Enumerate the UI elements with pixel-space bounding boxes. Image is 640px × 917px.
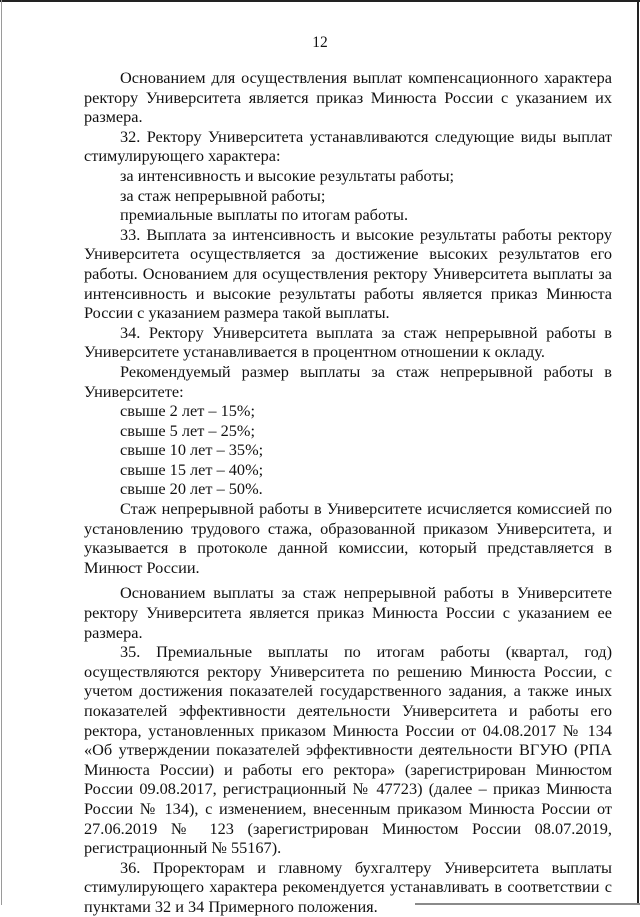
paragraph-33 (84, 225, 612, 323)
list-item: премиальные выплаты по итогам работы. (120, 205, 409, 225)
list-item: свыше 2 лет – 15%; (120, 401, 256, 421)
paragraph-36: 36. Проректорам и главному бухгалтеру Университета выплаты стимулирующего характера рекомендуется устанавливать в соответствии с пунктами 32 и 34 Примерного положения. (84, 857, 612, 916)
paragraph-seniority-calculation: Стаж непрерывной работы в Университете исчисляется комиссией по установлению трудового стажа, образованной приказом Университета, и указывается в протоколе данной комиссии, который представляется в Минюст России. (84, 499, 612, 577)
scan-edge-top (0, 0, 640, 2)
scan-edge-right (637, 0, 639, 905)
paragraph-compensation-basis: Основанием для осуществления выплат компенсационного характера ректору Университета является приказ Минюста России с указанием их размера. (84, 68, 612, 127)
scan-edge-left (1, 0, 2, 905)
seniority-rates-list (84, 401, 612, 499)
paragraph-recommended-size: Рекомендуемый размер выплаты за стаж непрерывной работы в Университете: (84, 361, 612, 401)
paragraph-32: 32. Ректору Университета устанавливаются следующие виды выплат стимулирующего характера: (84, 126, 612, 166)
list-item: за стаж непрерывной работы; (120, 185, 326, 205)
list-item: свыше 5 лет – 25%; (120, 420, 256, 440)
incentive-payment-types-list (84, 166, 612, 225)
paragraph-seniority-basis: Основанием выплаты за стаж непрерывной работы в Университете ректору Университета является приказ Минюста России с указанием ее размера. (84, 583, 612, 642)
list-item: за интенсивность и высокие результаты работы; (120, 165, 455, 185)
paragraph-33-part-b: Основанием для осуществления ректору Университета выплаты за интенсивность и высокие результаты работы является приказ Минюста России с указанием размера такой выплаты. (84, 263, 612, 323)
page-number: 12 (312, 34, 328, 51)
list-item: свыше 10 лет – 35%; (120, 440, 264, 460)
list-item: свыше 20 лет – 50%. (120, 479, 263, 499)
paragraph-35: 35. Премиальные выплаты по итогам работы (квартал, год) осуществляются ректору Университета по решению Минюста России, с учетом достижения показателей государственного задания, а также иных показателей эффективности деятельности Университета и работы его ректора, установленных приказом Минюста России от 04.08.2017 № 134 «Об утверждении показателей эффективности деятельности ВГУЮ (РПА Минюста России) и работы его ректора» (зарегистрирован Минюстом России 09.08.2017, регистрационный № 47723) (далее – приказ Минюста России № 134), с изменением, внесенным приказом Минюста России от 27.06.2019 № 123 (зарегистрирован Минюстом России 08.07.2019, регистрационный № 55167). (84, 642, 612, 858)
document-body (84, 68, 612, 917)
list-item: свыше 15 лет – 40%; (120, 459, 264, 479)
paragraph-33-part-a: 33. Выплата за интенсивность и высокие результаты работы ректору Университета осуществляется за достижение высоких результатов его работы. (84, 224, 612, 283)
paragraph-34: 34. Ректору Университета выплата за стаж непрерывной работы в Университете устанавливается в процентном отношении к окладу. (84, 322, 612, 362)
